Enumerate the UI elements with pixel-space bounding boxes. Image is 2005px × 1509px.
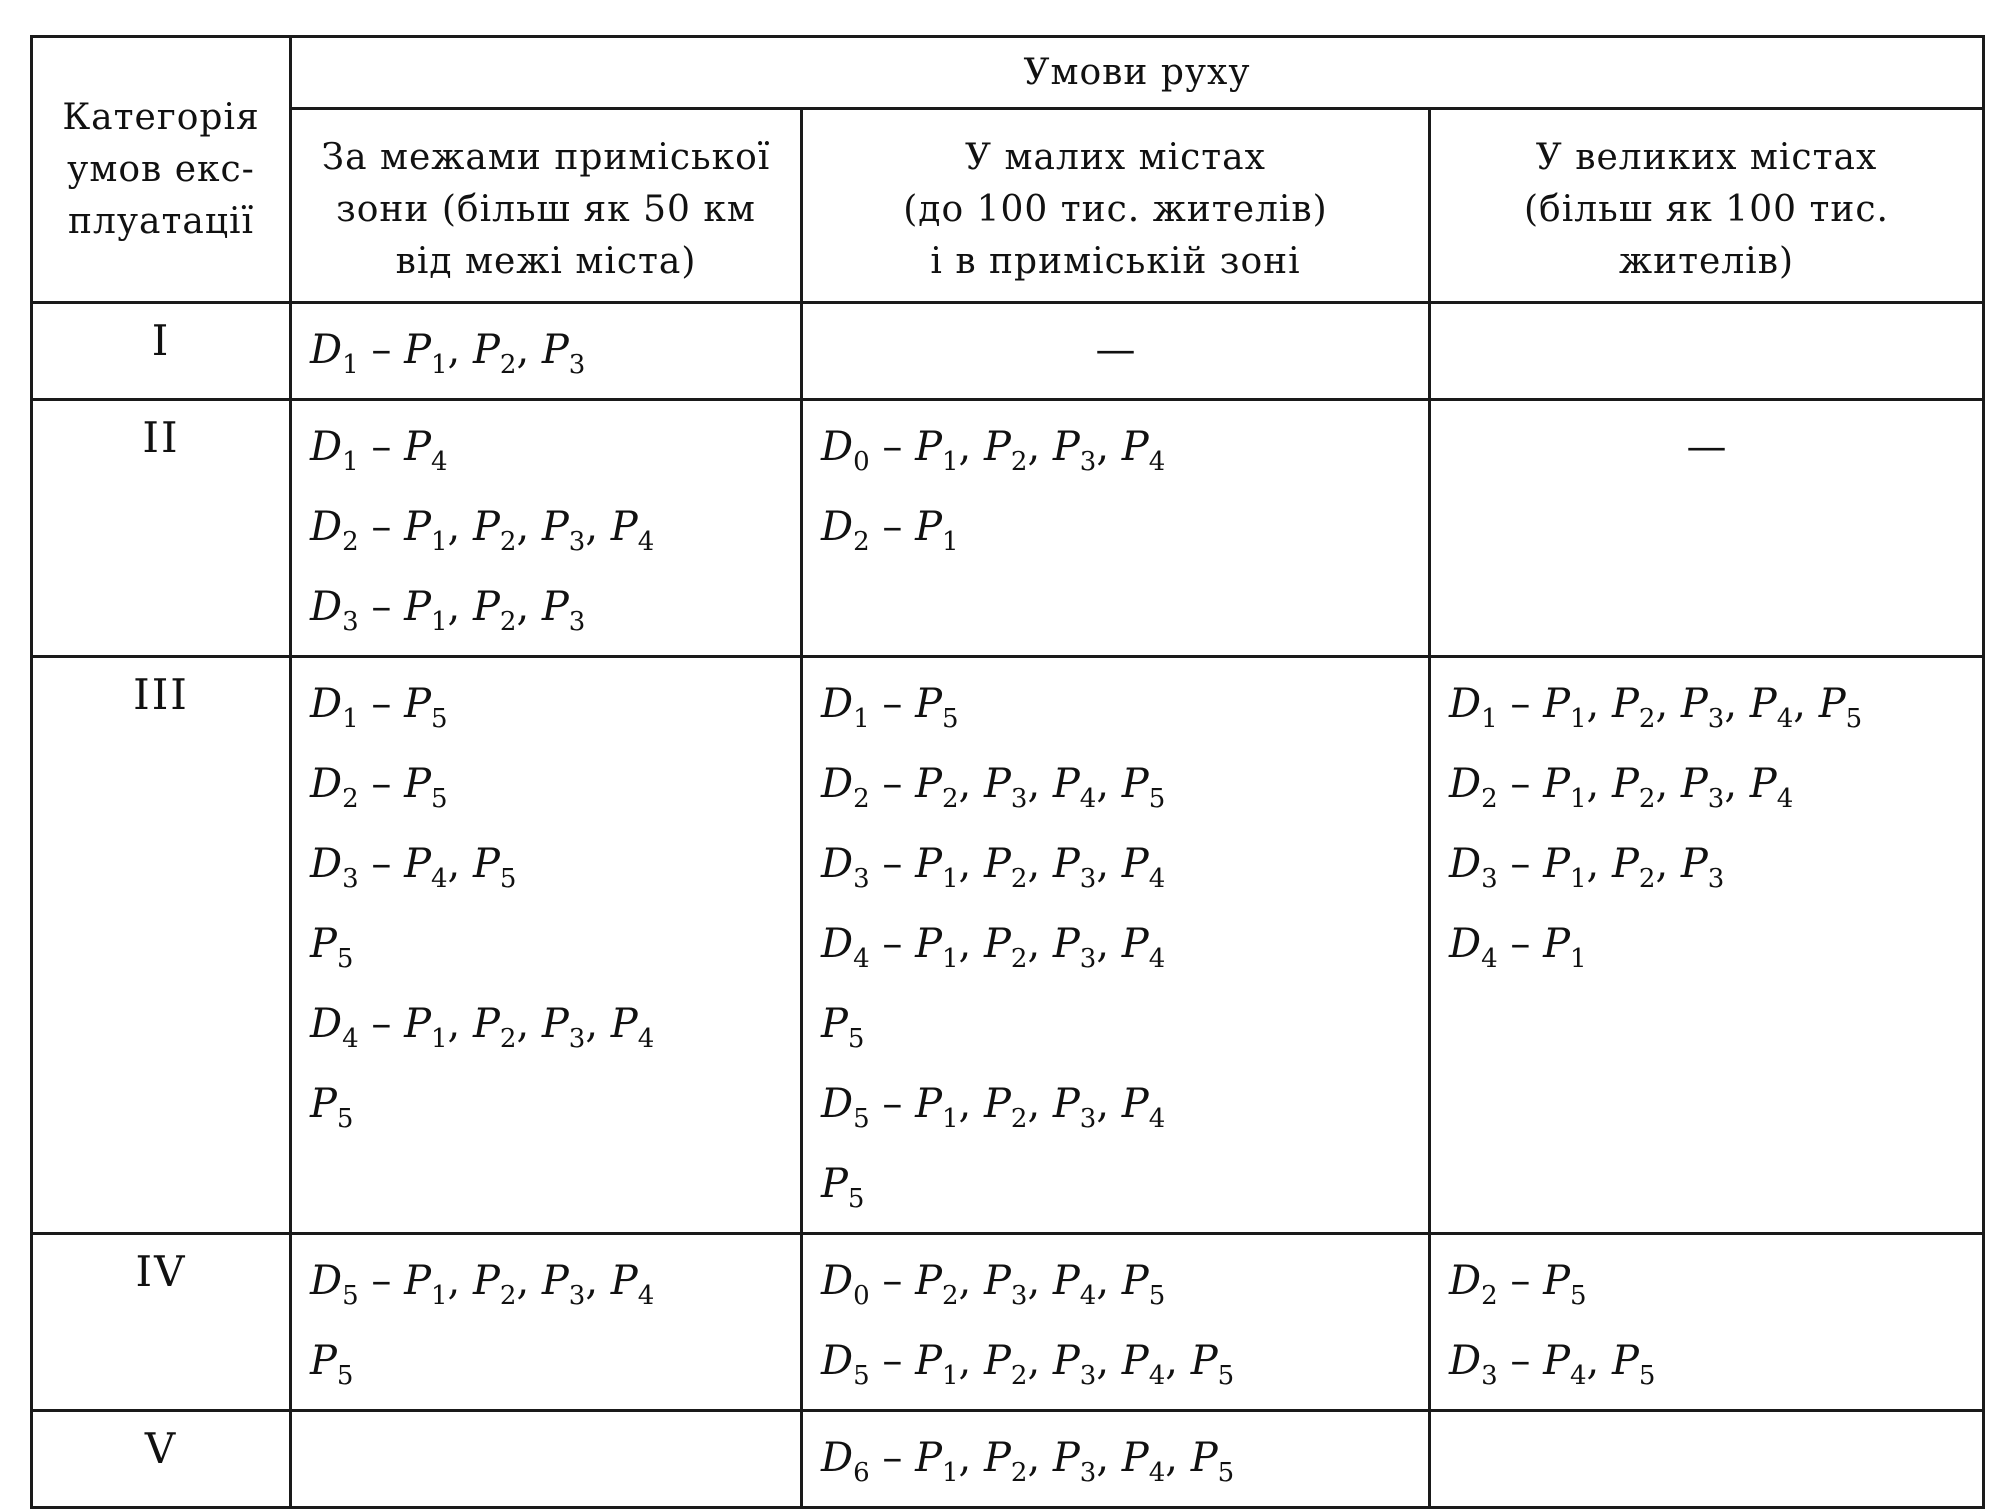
cell-suburban	[291, 657, 802, 1234]
header-column-line: У великих містах	[1535, 137, 1878, 178]
header-column-line: і в приміській зоні	[930, 241, 1301, 282]
header-column-line: У малих містах	[965, 137, 1266, 178]
header-category-line: умов екс-	[67, 148, 255, 190]
table-row	[32, 657, 1984, 1234]
formula-line: $D_5 - P_1$, $P_2$, $P_3$, $P_4$	[310, 1258, 655, 1311]
header-column-line: (більш як 100 тис.	[1524, 189, 1889, 230]
table-body	[32, 303, 1984, 1508]
category-cell: IV	[32, 1234, 291, 1411]
empty-dash: —	[1095, 327, 1136, 373]
header-column-small-cities	[802, 109, 1430, 303]
formula-line: $D_4 - P_1$, $P_2$, $P_3$, $P_4$	[821, 921, 1166, 974]
category-cell: II	[32, 400, 291, 657]
header-category-line: Категорія	[62, 96, 260, 138]
formula-line: $P_5$	[821, 1161, 865, 1214]
formula-line: $D_1 - P_5$	[310, 681, 448, 734]
header-category-line: плуатації	[67, 200, 255, 242]
formula-line: $P_5$	[821, 1001, 865, 1054]
cell-small-cities	[802, 303, 1430, 400]
formula-line: $D_2 - P_1$, $P_2$, $P_3$, $P_4$	[310, 504, 655, 557]
formula-line: $D_3 - P_1$, $P_2$, $P_3$, $P_4$	[821, 841, 1166, 894]
empty-dash: —	[1686, 424, 1727, 470]
formula-line: $P_5$	[310, 1081, 354, 1134]
header-column-line: від межі міста)	[395, 241, 697, 282]
formula-line: $D_1 - P_1$, $P_2$, $P_3$	[310, 327, 586, 380]
cell-suburban	[291, 1411, 802, 1508]
cell-large-cities	[1430, 1234, 1984, 1411]
formula-line: $D_5 - P_1$, $P_2$, $P_3$, $P_4$	[821, 1081, 1166, 1134]
formula-line: $D_1 - P_1$, $P_2$, $P_3$, $P_4$, $P_5$	[1449, 681, 1863, 734]
formula-line: $D_3 - P_4$, $P_5$	[1449, 1338, 1656, 1391]
cell-suburban	[291, 400, 802, 657]
header-column-line: зони (більш як 50 км	[336, 189, 756, 230]
formula-line: $P_5$	[310, 921, 354, 974]
table-row	[32, 303, 1984, 400]
cell-suburban	[291, 303, 802, 400]
cell-suburban	[291, 1234, 802, 1411]
operating-conditions-table	[30, 35, 1985, 1509]
table-row	[32, 400, 1984, 657]
formula-line: $D_2 - P_1$, $P_2$, $P_3$, $P_4$	[1449, 761, 1794, 814]
header-traffic-conditions: Умови руху	[291, 37, 1984, 109]
cell-large-cities	[1430, 1411, 1984, 1508]
category-cell: I	[32, 303, 291, 400]
formula-line: $D_3 - P_1$, $P_2$, $P_3$	[1449, 841, 1725, 894]
formula-line: $D_2 - P_2$, $P_3$, $P_4$, $P_5$	[821, 761, 1166, 814]
header-column-line: жителів)	[1618, 241, 1795, 282]
header-category	[32, 37, 291, 303]
table-row	[32, 1234, 1984, 1411]
header-column-line: (до 100 тис. жителів)	[903, 189, 1328, 230]
formula-line: $D_4 - P_1$	[1449, 921, 1587, 974]
header-column-large-cities	[1430, 109, 1984, 303]
header-column-line: За межами приміської	[321, 137, 771, 178]
cell-large-cities	[1430, 400, 1984, 657]
formula-line: $D_2 - P_1$	[821, 504, 959, 557]
formula-line: $D_1 - P_4$	[310, 424, 448, 477]
category-cell: V	[32, 1411, 291, 1508]
formula-line: $D_4 - P_1$, $P_2$, $P_3$, $P_4$	[310, 1001, 655, 1054]
formula-line: $D_3 - P_1$, $P_2$, $P_3$	[310, 584, 586, 637]
cell-small-cities	[802, 1234, 1430, 1411]
cell-small-cities	[802, 400, 1430, 657]
cell-large-cities	[1430, 657, 1984, 1234]
formula-line: $D_0 - P_1$, $P_2$, $P_3$, $P_4$	[821, 424, 1166, 477]
category-cell: III	[32, 657, 291, 1234]
header-column-suburban	[291, 109, 802, 303]
formula-line: $D_1 - P_5$	[821, 681, 959, 734]
formula-line: $D_0 - P_2$, $P_3$, $P_4$, $P_5$	[821, 1258, 1166, 1311]
table-row	[32, 1411, 1984, 1508]
formula-line: $P_5$	[310, 1338, 354, 1391]
formula-line: $D_5 - P_1$, $P_2$, $P_3$, $P_4$, $P_5$	[821, 1338, 1235, 1391]
formula-line: $D_6 - P_1$, $P_2$, $P_3$, $P_4$, $P_5$	[821, 1435, 1235, 1488]
cell-small-cities	[802, 657, 1430, 1234]
formula-line: $D_3 - P_4$, $P_5$	[310, 841, 517, 894]
formula-line: $D_2 - P_5$	[1449, 1258, 1587, 1311]
cell-small-cities	[802, 1411, 1430, 1508]
cell-large-cities	[1430, 303, 1984, 400]
formula-line: $D_2 - P_5$	[310, 761, 448, 814]
